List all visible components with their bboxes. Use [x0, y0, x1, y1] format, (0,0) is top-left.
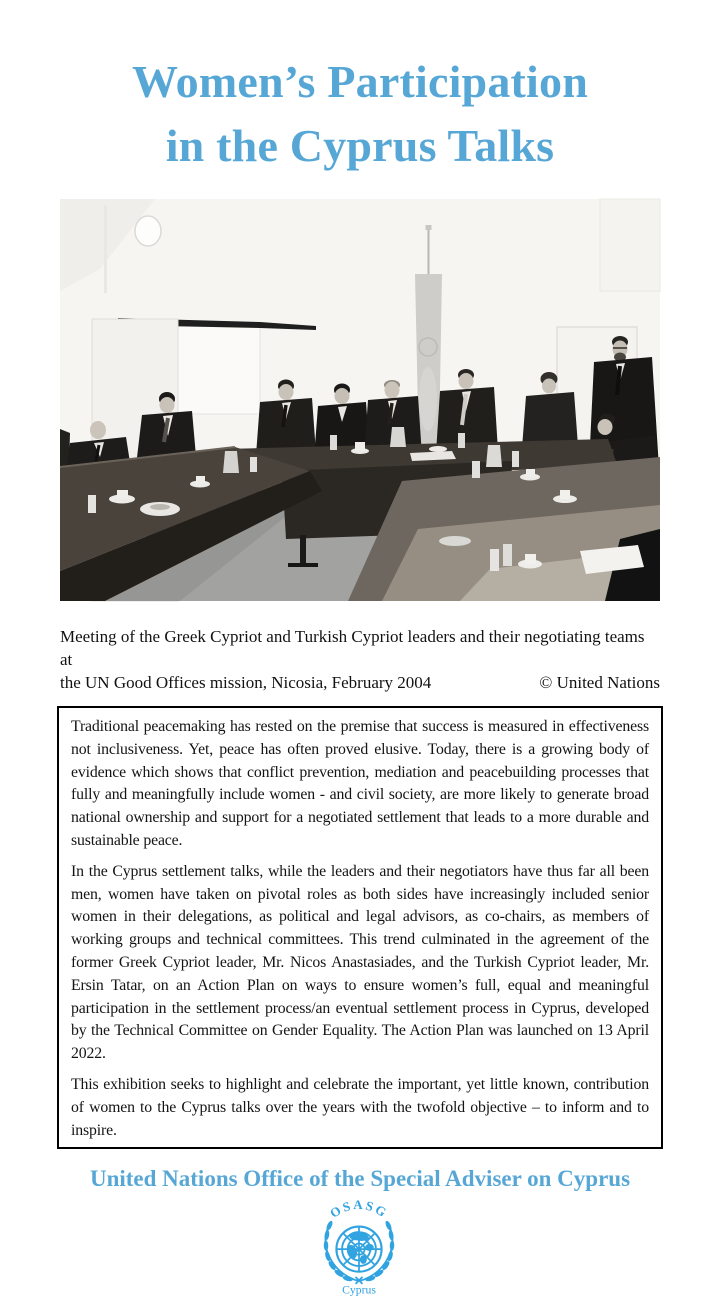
logo-bottom-text: Cyprus	[342, 1283, 376, 1296]
caption-line-2: the UN Good Offices mission, Nicosia, February 2004	[60, 673, 432, 692]
footer-heading: United Nations Office of the Special Adviser on Cyprus	[89, 1166, 631, 1192]
intro-paragraph-3: This exhibition seeks to highlight and celebrate the important, yet little known, contribution of women to the Cyprus talks over the years with the twofold objective – to inform and to inspire.	[71, 1075, 649, 1139]
meeting-photo	[60, 199, 660, 601]
caption-line-1: Meeting of the Greek Cypriot and Turkish Cypriot leaders and their negotiating teams at	[60, 627, 645, 669]
logo-top-text: OSASG	[327, 1197, 391, 1222]
conference-tables	[60, 439, 660, 601]
intro-paragraph-1: Traditional peacemaking has rested on the premise that success is measured in effectiveness not inclusiveness. Yet, peace has often proved elusive. Today, there is a growing body of evidence which shows that conflict prevention, mediation and peacebuilding processes that fully and meaningfully include women - and civil society, are more likely to generate broad national ownership and support for a negotiated settlement that leads to a more durable and sustainable peace.	[71, 718, 649, 849]
title-line-2: in the Cyprus Talks	[165, 120, 555, 171]
un-emblem-globe	[336, 1227, 381, 1272]
title-line-1: Women’s Participation	[131, 56, 589, 107]
intro-paragraph-2: In the Cyprus settlement talks, while the leaders and their negotiators have thus far all been men, women have taken on pivotal roles as both sides have increasingly included senior women in their delegations, as political and legal advisors, as co-chairs, as members of working groups and technical committees. This trend culminated in the agreement of the former Greek Cypriot leader, Mr. Nicos Anastasiades, and the Turkish Cypriot leader, Mr. Ersin Tatar, on an Action Plan on ways to ensure women’s full, equal and meaningful participation in the settlement process/an eventual settlement process in Cyprus, developed by the Technical Committee on Gender Equality. The Action Plan was launched on 13 April 2022.	[71, 862, 649, 1063]
osasg-logo	[300, 1197, 420, 1296]
page-title	[0, 0, 720, 178]
intro-text-box	[57, 706, 663, 1149]
photo-credit: © United Nations	[539, 673, 660, 692]
photo-caption	[60, 625, 660, 694]
